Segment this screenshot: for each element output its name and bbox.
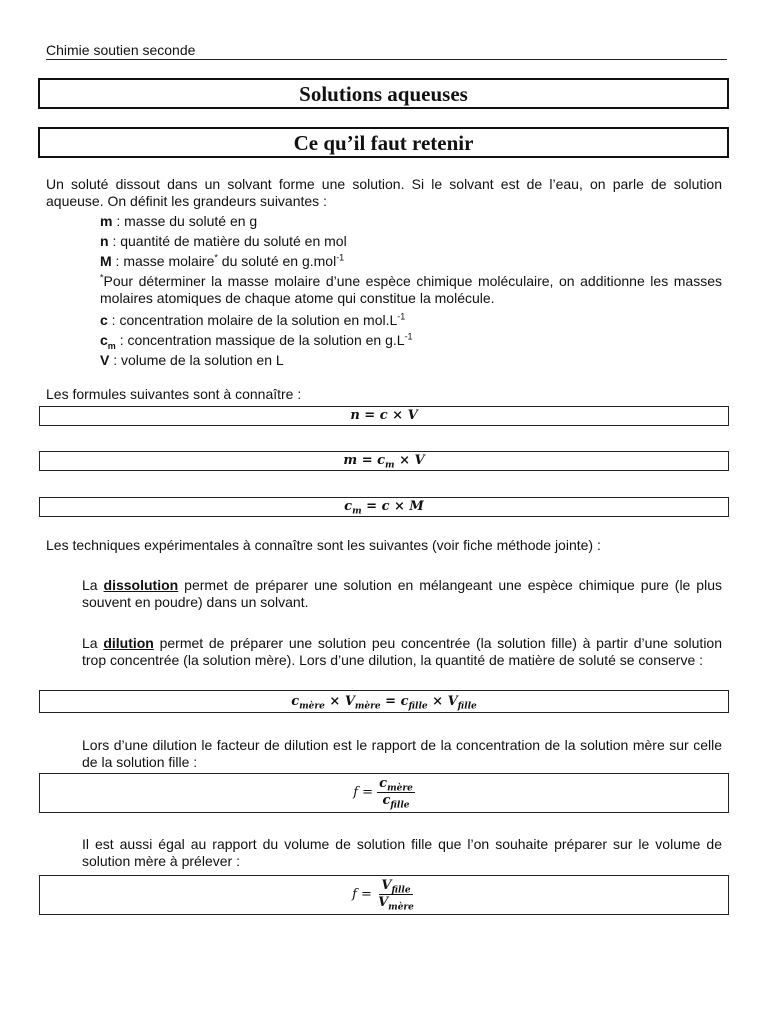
main-title: Solutions aqueuses [38, 78, 729, 109]
course-header: Chimie soutien seconde [46, 42, 727, 60]
intro-paragraph: Un soluté dissout dans un solvant forme une solution. Si le solvant est de l’eau, on parle de solution aqueuse. On définit les grandeurs suivantes : [46, 176, 722, 209]
section-title: Ce qu’il faut retenir [38, 127, 729, 158]
exponent: -1 [397, 311, 406, 322]
fraction-volume: $\frac{V_{fille}}{V_{mère}}$ [378, 878, 414, 913]
quantity-M-text-a: : masse molaire [111, 253, 215, 269]
fraction-concentration: $\frac{c_{mère}}{c_{fille}}$ [379, 776, 413, 811]
formulas-intro: Les formules suivantes sont à connaître : [46, 386, 302, 402]
quantity-m-text: : masse du soluté en g [112, 213, 258, 229]
formula-n: n = c × V [350, 408, 418, 423]
dissolution-paragraph: La dissolution permet de préparer une solution en mélangeant une espèce chimique pure (le plus souvent en poudre) dans un solvant. [82, 577, 722, 610]
exponent: -1 [404, 331, 413, 342]
quantity-M [100, 253, 344, 270]
symbol-V: V [100, 352, 110, 368]
factor-label: f = [353, 785, 374, 800]
quantity-cm [100, 332, 413, 349]
star-mark: * [214, 252, 218, 263]
quantity-c-text: : concentration molaire de la solution en mol.L [107, 312, 398, 328]
star-mark: * [100, 272, 104, 283]
formula-conservation: $c_{mère} \times V_{mère} = c_{fille} \times V_{fille}$ [291, 694, 477, 712]
dilution-factor-paragraph: Lors d’une dilution le facteur de dilution est le rapport de la concentration de la solution mère sur celle de la solution fille : [82, 737, 722, 770]
techniques-intro: Les techniques expérimentales à connaître sont les suivantes (voir fiche méthode jointe) : [46, 537, 601, 553]
formula-cm: $c_m = c \times M$ [344, 499, 424, 517]
note-text: Pour déterminer la masse molaire d’une espèce chimique moléculaire, on additionne les masses molaires atomiques de chaque atome qui constitue la molécule. [100, 273, 722, 306]
dilution-paragraph: La dilution permet de préparer une solution peu concentrée (la solution fille) à partir d’une solution trop concentrée (la solution mère). Lors d’une dilution, la quantité de matière de soluté se conserve : [82, 635, 723, 668]
formula-box-cm [39, 497, 729, 517]
symbol-m: m [100, 213, 113, 229]
quantity-c [100, 312, 405, 329]
formula-box-factor-concentration [39, 773, 729, 813]
quantity-m [100, 213, 257, 230]
symbol-c: c [100, 312, 108, 328]
volume-ratio-paragraph: Il est aussi égal au rapport du volume de solution fille que l’on souhaite préparer sur le volume de solution mère à prélever : [82, 836, 722, 869]
quantity-V-text: : volume de la solution en L [109, 352, 284, 368]
exponent: -1 [336, 252, 345, 263]
formula-box-n [39, 406, 729, 426]
quantity-n-text: : quantité de matière du soluté en mol [108, 233, 347, 249]
quantity-cm-text: : concentration massique de la solution en g.L [115, 332, 405, 348]
formula-box-m [39, 451, 729, 471]
molar-mass-note [100, 273, 722, 307]
quantity-M-text-b: du soluté en g.mol [217, 253, 337, 269]
term-dilution: dilution [103, 635, 154, 651]
symbol-n: n [100, 233, 109, 249]
term-dissolution: dissolution [103, 577, 179, 593]
formula-box-factor-volume [39, 875, 729, 915]
symbol-cm: $c_m$ [100, 332, 116, 351]
symbol-M: M [100, 253, 112, 269]
quantity-n [100, 233, 347, 250]
formula-m: $m = c_m \times V$ [343, 453, 425, 471]
formula-box-conservation [39, 690, 729, 713]
factor-label: f = [352, 887, 372, 902]
quantity-V [100, 352, 284, 369]
